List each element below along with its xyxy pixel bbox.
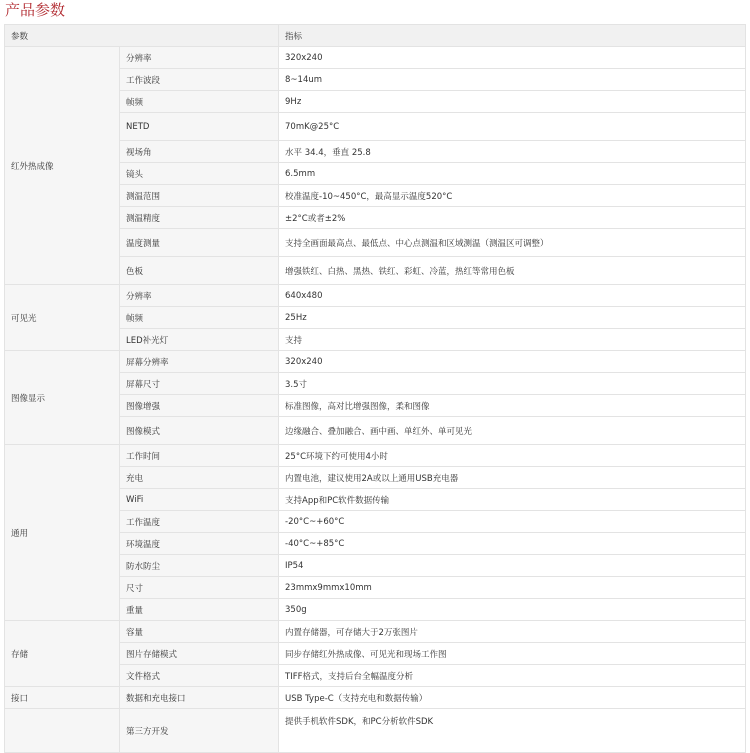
param-value-cell: 增强铁红、白热、黑热、铁红、彩虹、冷蓝，热红等常用色板	[279, 257, 746, 285]
header-param: 参数	[5, 25, 279, 47]
param-value-cell: 320x240	[279, 351, 746, 373]
param-value-cell: 内置电池，建议使用2A或以上通用USB充电器	[279, 467, 746, 489]
param-label-cell: 测温范围	[120, 185, 279, 207]
table-row	[5, 709, 746, 753]
param-value-cell: TIFF格式，支持后台全幅温度分析	[279, 665, 746, 687]
param-value-cell: -20°C~+60°C	[279, 511, 746, 533]
param-value-cell: 支持	[279, 329, 746, 351]
param-label-cell: 充电	[120, 467, 279, 489]
param-label-cell: NETD	[120, 113, 279, 141]
param-value-cell: 校准温度-10~450°C，最高显示温度520°C	[279, 185, 746, 207]
param-value-cell: 同步存储红外热成像、可见光和现场工作图	[279, 643, 746, 665]
param-value-cell: 25Hz	[279, 307, 746, 329]
param-value-cell: 3.5寸	[279, 373, 746, 395]
group-name-cell	[5, 709, 120, 753]
header-spec: 指标	[279, 25, 746, 47]
param-label-cell: 图像模式	[120, 417, 279, 445]
table-row	[5, 687, 746, 709]
param-label-cell: 帧频	[120, 307, 279, 329]
param-label-cell: 防水防尘	[120, 555, 279, 577]
param-label-cell: 色板	[120, 257, 279, 285]
param-value-cell: 边缘融合、叠加融合、画中画、单红外、单可见光	[279, 417, 746, 445]
spec-table-body	[5, 25, 746, 753]
param-label-cell: 图片存储模式	[120, 643, 279, 665]
param-label-cell: 尺寸	[120, 577, 279, 599]
param-value-cell: USB Type-C（支持充电和数据传输）	[279, 687, 746, 709]
group-name-cell: 红外热成像	[5, 47, 120, 285]
table-row	[5, 621, 746, 643]
param-value-cell: 23mmx9mmx10mm	[279, 577, 746, 599]
param-label-cell: 帧频	[120, 91, 279, 113]
param-value-cell: 350g	[279, 599, 746, 621]
param-value-cell: 9Hz	[279, 91, 746, 113]
page-title: 产品参数	[5, 1, 66, 19]
group-name-cell: 通用	[5, 445, 120, 621]
group-name-cell: 接口	[5, 687, 120, 709]
table-row	[5, 285, 746, 307]
param-label-cell: 工作波段	[120, 69, 279, 91]
table-row	[5, 445, 746, 467]
param-label-cell: 分辨率	[120, 285, 279, 307]
param-label-cell: LED补光灯	[120, 329, 279, 351]
table-row	[5, 47, 746, 69]
param-value-cell: 6.5mm	[279, 163, 746, 185]
param-label-cell: WiFi	[120, 489, 279, 511]
param-label-cell: 温度测量	[120, 229, 279, 257]
param-value-cell: 水平 34.4，垂直 25.8	[279, 141, 746, 163]
param-label-cell: 测温精度	[120, 207, 279, 229]
param-label-cell: 第三方开发	[120, 709, 279, 753]
table-row	[5, 351, 746, 373]
param-value-cell: 25°C环境下约可使用4小时	[279, 445, 746, 467]
param-label-cell: 工作温度	[120, 511, 279, 533]
param-value-cell: 70mK@25°C	[279, 113, 746, 141]
param-value-cell: 支持App和PC软件数据传输	[279, 489, 746, 511]
param-label-cell: 屏幕尺寸	[120, 373, 279, 395]
param-label-cell: 重量	[120, 599, 279, 621]
param-label-cell: 图像增强	[120, 395, 279, 417]
param-label-cell: 屏幕分辨率	[120, 351, 279, 373]
param-value-cell: ±2°C或者±2%	[279, 207, 746, 229]
param-label-cell: 文件格式	[120, 665, 279, 687]
param-label-cell: 容量	[120, 621, 279, 643]
param-value-cell: 支持全画面最高点、最低点、中心点测温和区域测温（测温区可调整）	[279, 229, 746, 257]
param-label-cell: 工作时间	[120, 445, 279, 467]
param-value-cell: 8~14um	[279, 69, 746, 91]
param-label-cell: 镜头	[120, 163, 279, 185]
param-label-cell: 分辨率	[120, 47, 279, 69]
group-name-cell: 图像显示	[5, 351, 120, 445]
param-label-cell: 数据和充电接口	[120, 687, 279, 709]
param-value-cell: IP54	[279, 555, 746, 577]
param-value-cell: -40°C~+85°C	[279, 533, 746, 555]
spec-table	[4, 24, 746, 753]
table-header-row	[5, 25, 746, 47]
param-value-cell: 内置存储器，可存储大于2万张图片	[279, 621, 746, 643]
param-label-cell: 视场角	[120, 141, 279, 163]
group-name-cell: 存储	[5, 621, 120, 687]
param-value-cell: 标准图像，高对比增强图像，柔和图像	[279, 395, 746, 417]
group-name-cell: 可见光	[5, 285, 120, 351]
param-label-cell: 环境温度	[120, 533, 279, 555]
param-value-cell: 提供手机软件SDK，和PC分析软件SDK	[279, 709, 746, 753]
param-value-cell: 320x240	[279, 47, 746, 69]
param-value-cell: 640x480	[279, 285, 746, 307]
